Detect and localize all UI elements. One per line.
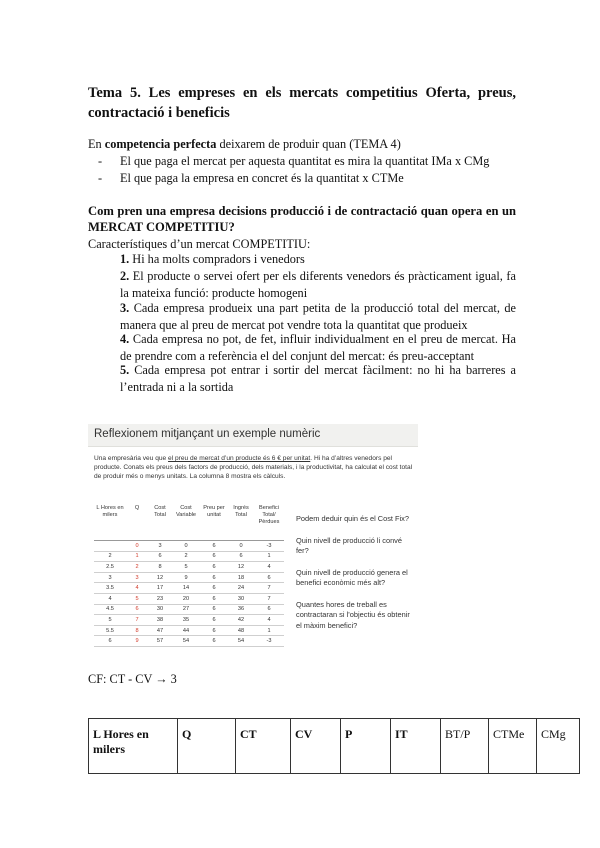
example-table-cell: 2 xyxy=(172,551,200,562)
example-table-cell: 18 xyxy=(228,572,254,583)
example-table-row xyxy=(94,636,284,647)
feature-item-3: 3. Cada empresa produeix una part petita de la producció total del mercat, de manera que al preu de mercat pot vendre tota la quantitat que produeix xyxy=(120,301,516,332)
example-table-cell: 8 xyxy=(148,562,172,573)
cf-line: CF: CT - CV → 3 xyxy=(88,672,177,686)
example-table-cell: 38 xyxy=(148,615,172,626)
example-table-row xyxy=(94,615,284,626)
example-table-cell: 1 xyxy=(254,551,284,562)
example-table-row xyxy=(94,562,284,573)
example-table-cell: 12 xyxy=(148,572,172,583)
example-table-cell: 44 xyxy=(172,625,200,636)
example-table-row xyxy=(94,593,284,604)
example-description: Una empresària veu que el preu de mercat d’un producte és 6 € per unitat. Hi ha d’altres venedors pel producte. Conats els preus dels factors de producció, dels materials, i la productivitat, ha calculat el cost total de produir més o menys unitats. La columna 8 mostra els càlculs. xyxy=(94,455,413,480)
example-col-header: Cost Total xyxy=(148,504,172,541)
example-table-cell: 36 xyxy=(228,604,254,615)
example-table-cell: 4 xyxy=(254,615,284,626)
example-table-cell: 6 xyxy=(200,625,228,636)
example-table-cell: 6 xyxy=(200,593,228,604)
example-table-cell: 57 xyxy=(148,636,172,647)
example-table-cell: 7 xyxy=(254,583,284,594)
example-table-cell: 6 xyxy=(200,583,228,594)
answer-col-header: CMg xyxy=(537,719,580,774)
example-col-header: Ingrés Total xyxy=(228,504,254,541)
answer-col-header: IT xyxy=(391,719,441,774)
example-question: Quin nivell de producció genera el benefici econòmic més alt? xyxy=(296,567,408,587)
example-col-header: L Hores en milers xyxy=(94,504,126,541)
example-table-cell: 1 xyxy=(126,551,148,562)
feature-item-5: 5. Cada empresa pot entrar i sortir del mercat fàcilment: no hi ha barreres a l’entrada ni a la sortida xyxy=(120,363,516,394)
example-table-cell: 3.5 xyxy=(94,583,126,594)
example-table xyxy=(94,504,284,647)
example-table-cell: 54 xyxy=(228,636,254,647)
example-table-cell: 2 xyxy=(94,551,126,562)
example-table-cell: 6 xyxy=(254,572,284,583)
example-table-cell: 9 xyxy=(172,572,200,583)
intro-bullet-2: - El que paga la empresa en concret és la quantitat x CTMe xyxy=(98,171,404,185)
example-table-row xyxy=(94,572,284,583)
example-table-cell: 8 xyxy=(126,625,148,636)
example-table-cell: 3 xyxy=(148,541,172,552)
example-table-cell: 23 xyxy=(148,593,172,604)
example-table-row xyxy=(94,541,284,552)
example-table-cell: 4 xyxy=(94,593,126,604)
feature-item-2: 2. El producte o servei ofert per els diferents venedors és pràcticament igual, fa la mateixa funció: producte homogeni xyxy=(120,269,516,300)
example-question: Quantes hores de treball es contractaran si l’objectiu és obtenir el màxim benefici? xyxy=(296,599,410,630)
example-table-cell: 42 xyxy=(228,615,254,626)
example-header xyxy=(88,424,418,447)
intro-bold: competencia perfecta xyxy=(104,137,217,151)
section-question: Com pren una empresa decisions producció i de contractació quan opera en un MERCAT COMPETITIU? xyxy=(88,204,516,234)
intro-line: En competencia perfecta deixarem de produir quan (TEMA 4) xyxy=(88,137,401,151)
intro-bullet-1: - El que paga el mercat per aquesta quantitat es mira la quantitat IMa x CMg xyxy=(98,154,490,168)
example-table-cell: 6 xyxy=(200,604,228,615)
features-intro: Característiques d’un mercat COMPETITIU: xyxy=(88,237,311,251)
example-table-cell: 27 xyxy=(172,604,200,615)
example-table-cell: 7 xyxy=(126,615,148,626)
example-table-cell: 6 xyxy=(200,615,228,626)
example-table-cell: 6 xyxy=(200,572,228,583)
example-table-cell: 2.5 xyxy=(94,562,126,573)
example-table-cell: 1 xyxy=(254,625,284,636)
answer-col-header: P xyxy=(341,719,391,774)
example-table-cell: 0 xyxy=(228,541,254,552)
example-table-cell: 2 xyxy=(126,562,148,573)
example-question: Podem deduir quin és el Cost Fix? xyxy=(296,514,409,523)
example-table-cell: 6 xyxy=(200,636,228,647)
example-table-cell: 4.5 xyxy=(94,604,126,615)
example-table-cell: 5 xyxy=(94,615,126,626)
example-table-cell: 4 xyxy=(254,562,284,573)
example-table-cell: -3 xyxy=(254,541,284,552)
example-table-row xyxy=(94,583,284,594)
example-table-cell: 30 xyxy=(228,593,254,604)
example-table-cell: 9 xyxy=(126,636,148,647)
example-table-cell: 12 xyxy=(228,562,254,573)
feature-item-4: 4. Cada empresa no pot, de fet, influir individualment en el preu de mercat. Ha de prendre com a referència el del conjunt del mercat: és preu-acceptant xyxy=(120,332,516,363)
example-col-header: Preu per unitat xyxy=(200,504,228,541)
page-title: Tema 5. Les empreses en els mercats competitius Oferta, preus, contractació i beneficis xyxy=(88,85,516,121)
example-table-row xyxy=(94,625,284,636)
example-questions xyxy=(296,514,416,642)
example-table-cell: 6 xyxy=(228,551,254,562)
example-table-cell: 47 xyxy=(148,625,172,636)
example-col-header: Q xyxy=(126,504,148,541)
example-col-header: Cost Variable xyxy=(172,504,200,541)
example-table-cell xyxy=(94,541,126,552)
example-table-cell: 6 xyxy=(200,551,228,562)
example-table-row xyxy=(94,604,284,615)
answer-col-header: BT/P xyxy=(441,719,489,774)
example-table-cell: 6 xyxy=(126,604,148,615)
answer-col-header: CTMe xyxy=(489,719,537,774)
answer-col-header: L Hores en milers xyxy=(89,719,178,774)
example-table-cell: 4 xyxy=(126,583,148,594)
example-table-cell: 6 xyxy=(200,541,228,552)
example-table-cell: 0 xyxy=(126,541,148,552)
example-table-cell: 0 xyxy=(172,541,200,552)
example-table-cell: 6 xyxy=(94,636,126,647)
example-table-cell: 6 xyxy=(148,551,172,562)
example-table-cell: 30 xyxy=(148,604,172,615)
example-col-header: Benefici Total/ Pèrdues xyxy=(254,504,284,541)
example-table-cell: 6 xyxy=(254,604,284,615)
example-table-cell: 5 xyxy=(172,562,200,573)
answer-col-header: CT xyxy=(236,719,291,774)
answer-col-header: CV xyxy=(291,719,341,774)
example-table-cell: 3 xyxy=(126,572,148,583)
example-table-cell: 6 xyxy=(200,562,228,573)
embedded-example-image xyxy=(88,424,418,646)
example-table-cell: 7 xyxy=(254,593,284,604)
example-table-cell: 54 xyxy=(172,636,200,647)
example-question: Quin nivell de producció li convé fer? xyxy=(296,535,402,555)
example-table-cell: -3 xyxy=(254,636,284,647)
example-table-cell: 5 xyxy=(126,593,148,604)
example-table-cell: 14 xyxy=(172,583,200,594)
example-table-cell: 48 xyxy=(228,625,254,636)
feature-item-1: 1. Hi ha molts compradors i venedors xyxy=(120,252,305,266)
example-table-cell: 17 xyxy=(148,583,172,594)
example-table-cell: 20 xyxy=(172,593,200,604)
example-heading: Reflexionem mitjançant un exemple numèric xyxy=(94,428,321,440)
answer-table xyxy=(88,718,580,774)
example-table-cell: 24 xyxy=(228,583,254,594)
example-table-row xyxy=(94,551,284,562)
example-table-cell: 3 xyxy=(94,572,126,583)
example-table-cell: 35 xyxy=(172,615,200,626)
example-table-cell: 5.5 xyxy=(94,625,126,636)
answer-col-header: Q xyxy=(178,719,236,774)
